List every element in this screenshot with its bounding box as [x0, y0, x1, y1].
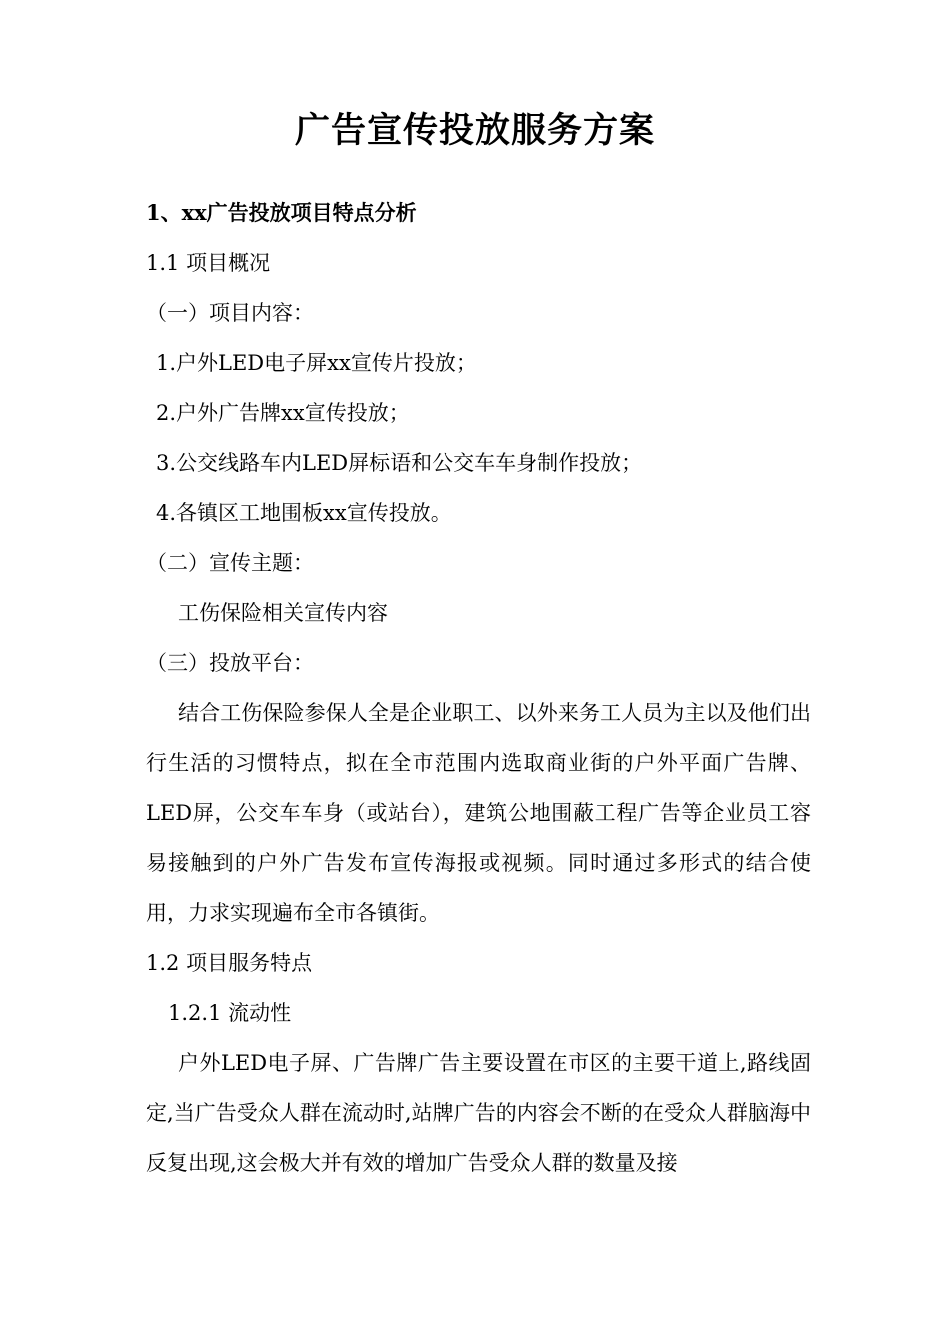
section-1-1-heading: 1.1 项目概况 [146, 251, 271, 275]
content-item-2: 2.户外广告牌xx宣传投放； [156, 401, 410, 425]
section-1-heading: 1、xx广告投放项目特点分析 [146, 200, 417, 225]
document-title: 广告宣传投放服务方案 [294, 110, 655, 151]
section-1-2-1-heading: 1.2.1 流动性 [168, 1001, 292, 1025]
mobility-paragraph: 户外LED电子屏、广告牌广告主要设置在市区的主要干道上,路线固定,当广告受众人群在流动时,站牌广告的内容会不断的在受众人群脑海中反复出现,这会极大并有效的增加广告受众人群的数量及接 [146, 1051, 811, 1175]
platform-label: （三）投放平台： [146, 651, 314, 675]
theme-text: 工伤保险相关宣传内容 [178, 601, 388, 625]
document-body [146, 188, 811, 1188]
content-item-1: 1.户外LED电子屏xx宣传片投放； [156, 351, 477, 375]
section-1-2-heading: 1.2 项目服务特点 [146, 951, 313, 975]
platform-paragraph: 结合工伤保险参保人全是企业职工、以外来务工人员为主以及他们出行生活的习惯特点，拟在全市范围内选取商业街的户外平面广告牌、LED屏，公交车车身（或站台），建筑公地围蔽工程广告等企业员工容易接触到的户外广告发布宣传海报或视频。同时通过多形式的结合使用，力求实现遍布全市各镇街。 [146, 701, 811, 925]
theme-label: （二）宣传主题： [146, 551, 314, 575]
content-item-4: 4.各镇区工地围板xx宣传投放。 [156, 501, 452, 525]
content-item-3: 3.公交线路车内LED屏标语和公交车车身制作投放； [156, 451, 643, 475]
project-content-label: （一）项目内容： [146, 301, 314, 325]
